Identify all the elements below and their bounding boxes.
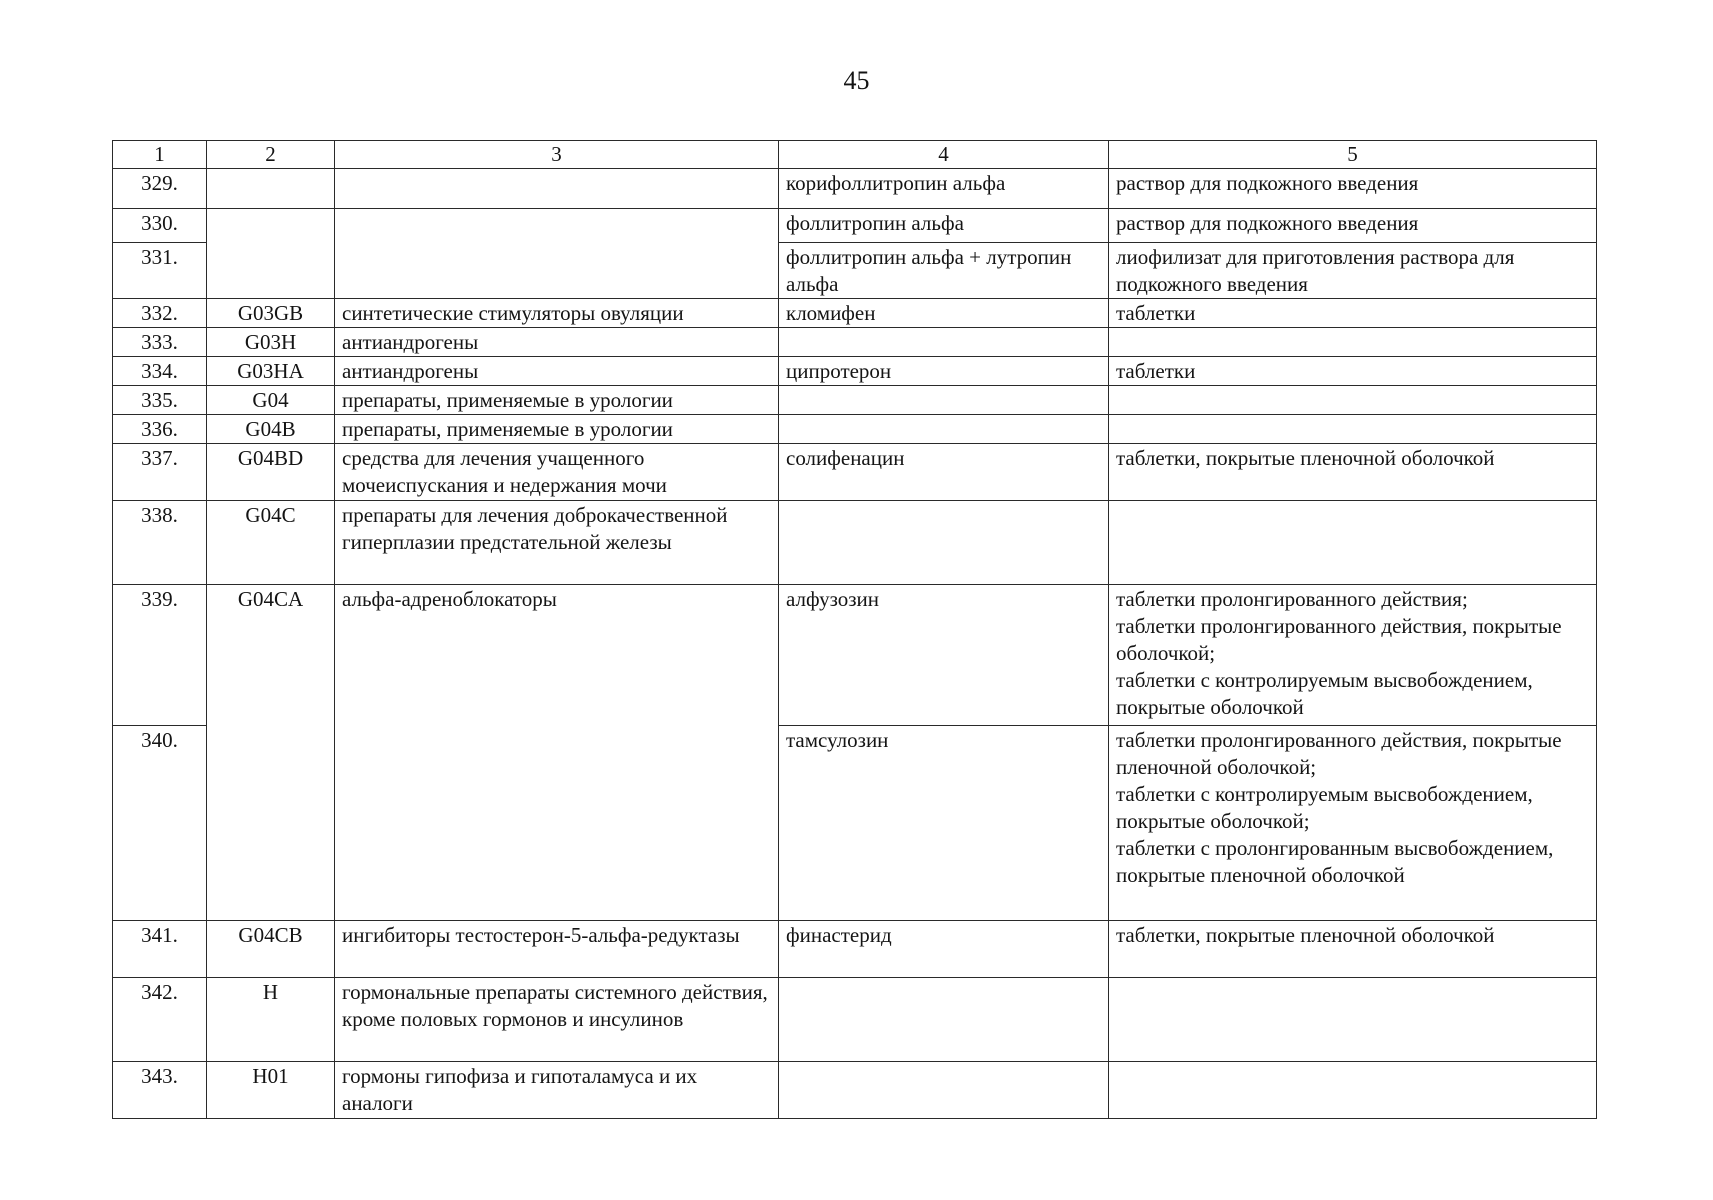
row-number: 335.	[113, 386, 207, 415]
dosage-form: раствор для подкожного введения	[1109, 169, 1597, 209]
table-row	[113, 169, 1597, 209]
table-row	[113, 209, 1597, 243]
dosage-form	[1109, 978, 1597, 1062]
atc-group: антиандрогены	[335, 328, 779, 357]
column-header-1: 1	[113, 141, 207, 169]
dosage-form: таблетки	[1109, 357, 1597, 386]
atc-group: препараты для лечения доброкачественной гиперплазии предстательной железы	[335, 501, 779, 585]
atc-group: гормональные препараты системного действия, кроме половых гормонов и инсулинов	[335, 978, 779, 1062]
atc-code	[207, 169, 335, 209]
dosage-form	[1109, 1062, 1597, 1119]
atc-code: G03GB	[207, 299, 335, 328]
row-number: 329.	[113, 169, 207, 209]
row-number: 342.	[113, 978, 207, 1062]
dosage-form: таблетки, покрытые пленочной оболочкой	[1109, 921, 1597, 978]
dosage-form: таблетки, покрытые пленочной оболочкой	[1109, 444, 1597, 501]
atc-code: H01	[207, 1062, 335, 1119]
drug-name	[779, 328, 1109, 357]
drug-name	[779, 415, 1109, 444]
drug-name	[779, 501, 1109, 585]
dosage-form: таблетки	[1109, 299, 1597, 328]
atc-group: антиандрогены	[335, 357, 779, 386]
atc-group: альфа-адреноблокаторы	[335, 585, 779, 921]
table-row	[113, 415, 1597, 444]
table-row	[113, 1062, 1597, 1119]
drug-name: алфузозин	[779, 585, 1109, 726]
row-number: 332.	[113, 299, 207, 328]
atc-code	[207, 209, 335, 299]
row-number: 339.	[113, 585, 207, 726]
drug-name: солифенацин	[779, 444, 1109, 501]
atc-code: G04	[207, 386, 335, 415]
atc-code: H	[207, 978, 335, 1062]
row-number: 330.	[113, 209, 207, 243]
atc-code: G03HA	[207, 357, 335, 386]
dosage-form: лиофилизат для приготовления раствора для подкожного введения	[1109, 243, 1597, 299]
dosage-form: таблетки пролонгированного действия, покрытые пленочной оболочкой; таблетки с контролируемым высвобождением, покрытые оболочкой; таблетки с пролонгированным высвобождением, покрытые пленочной оболочкой	[1109, 726, 1597, 921]
drug-name: фоллитропин альфа	[779, 209, 1109, 243]
atc-code: G04B	[207, 415, 335, 444]
row-number: 337.	[113, 444, 207, 501]
table-row	[113, 357, 1597, 386]
row-number: 341.	[113, 921, 207, 978]
row-number: 333.	[113, 328, 207, 357]
table-row	[113, 386, 1597, 415]
atc-group: средства для лечения учащенного мочеиспускания и недержания мочи	[335, 444, 779, 501]
dosage-form: таблетки пролонгированного действия; таблетки пролонгированного действия, покрытые оболочкой; таблетки с контролируемым высвобождением, покрытые оболочкой	[1109, 585, 1597, 726]
medicines-table	[112, 140, 1597, 1119]
atc-code: G04CA	[207, 585, 335, 921]
drug-name: корифоллитропин альфа	[779, 169, 1109, 209]
table-row	[113, 444, 1597, 501]
atc-group	[335, 209, 779, 299]
column-header-5: 5	[1109, 141, 1597, 169]
row-number: 340.	[113, 726, 207, 921]
row-number: 336.	[113, 415, 207, 444]
table-row	[113, 921, 1597, 978]
atc-code: G03H	[207, 328, 335, 357]
atc-group: ингибиторы тестостерон-5-альфа-редуктазы	[335, 921, 779, 978]
dosage-form	[1109, 386, 1597, 415]
drug-name: финастерид	[779, 921, 1109, 978]
dosage-form: раствор для подкожного введения	[1109, 209, 1597, 243]
dosage-form	[1109, 415, 1597, 444]
table-row	[113, 501, 1597, 585]
page-number: 45	[843, 66, 870, 95]
row-number: 343.	[113, 1062, 207, 1119]
atc-code: G04C	[207, 501, 335, 585]
table-row	[113, 328, 1597, 357]
drug-name	[779, 386, 1109, 415]
drug-name: кломифен	[779, 299, 1109, 328]
table-row	[113, 978, 1597, 1062]
row-number: 338.	[113, 501, 207, 585]
dosage-form	[1109, 501, 1597, 585]
header-row	[113, 141, 1597, 169]
drug-name	[779, 1062, 1109, 1119]
drug-name	[779, 978, 1109, 1062]
dosage-form	[1109, 328, 1597, 357]
atc-code: G04CB	[207, 921, 335, 978]
column-header-4: 4	[779, 141, 1109, 169]
drug-name: тамсулозин	[779, 726, 1109, 921]
drug-name: ципротерон	[779, 357, 1109, 386]
atc-group: синтетические стимуляторы овуляции	[335, 299, 779, 328]
table-row	[113, 585, 1597, 726]
row-number: 334.	[113, 357, 207, 386]
atc-group: препараты, применяемые в урологии	[335, 386, 779, 415]
table-row	[113, 299, 1597, 328]
atc-group: препараты, применяемые в урологии	[335, 415, 779, 444]
row-number: 331.	[113, 243, 207, 299]
atc-group	[335, 169, 779, 209]
atc-code: G04BD	[207, 444, 335, 501]
drug-name: фоллитропин альфа + лутропин альфа	[779, 243, 1109, 299]
column-header-3: 3	[335, 141, 779, 169]
column-header-2: 2	[207, 141, 335, 169]
atc-group: гормоны гипофиза и гипоталамуса и их аналоги	[335, 1062, 779, 1119]
